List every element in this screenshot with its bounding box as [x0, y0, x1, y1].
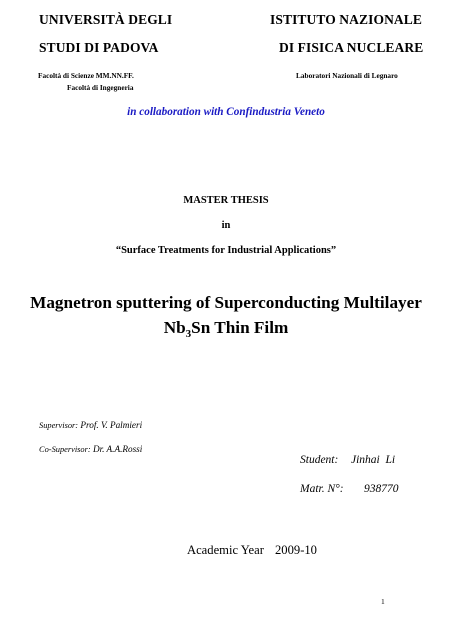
student-name: Jinhai Li	[351, 454, 396, 466]
title-subscript: 3	[185, 328, 192, 340]
page-number: 1	[381, 597, 385, 606]
co-supervisor-name: Dr. A.A.Rossi	[92, 444, 143, 454]
institute-name-line1: ISTITUTO NAZIONALE	[270, 12, 422, 27]
co-supervisor-label: Co-Supervisor:	[39, 445, 91, 454]
title-nb: Nb	[163, 318, 186, 337]
faculty-sciences: Facoltà di Scienze MM.NN.FF.	[38, 71, 134, 80]
faculty-engineering: Facoltà di Ingegneria	[67, 83, 134, 92]
academic-year-label: Academic Year	[187, 543, 264, 557]
laboratory-name: Laboratori Nazionali di Legnaro	[296, 71, 398, 80]
academic-year-value: 2009-10	[275, 543, 317, 557]
thesis-type: MASTER THESIS	[183, 195, 269, 206]
supervisor-line	[39, 420, 142, 430]
thesis-connector: in	[221, 220, 231, 231]
institute-name-line2: DI FISICA NUCLEARE	[279, 40, 424, 55]
course-name: “Surface Treatments for Industrial Applications”	[115, 245, 337, 256]
thesis-title-line2	[0, 318, 452, 338]
university-name-line1: UNIVERSITÀ DEGLI	[39, 12, 173, 27]
thesis-title-line1: Magnetron sputtering of Superconducting Multilayer	[30, 293, 422, 312]
university-name-line2: STUDI DI PADOVA	[39, 40, 159, 55]
matriculation-number: 938770	[364, 483, 399, 495]
collaboration-line: in collaboration with Confindustria Veneto	[127, 106, 325, 118]
supervisor-name: Prof. V. Palmieri	[80, 420, 143, 430]
title-rest: Sn Thin Film	[191, 318, 289, 337]
co-supervisor-line	[39, 444, 142, 454]
student-label: Student:	[300, 454, 339, 466]
matriculation-label: Matr. N°:	[300, 483, 344, 495]
supervisor-label: Supervisor:	[39, 421, 79, 430]
